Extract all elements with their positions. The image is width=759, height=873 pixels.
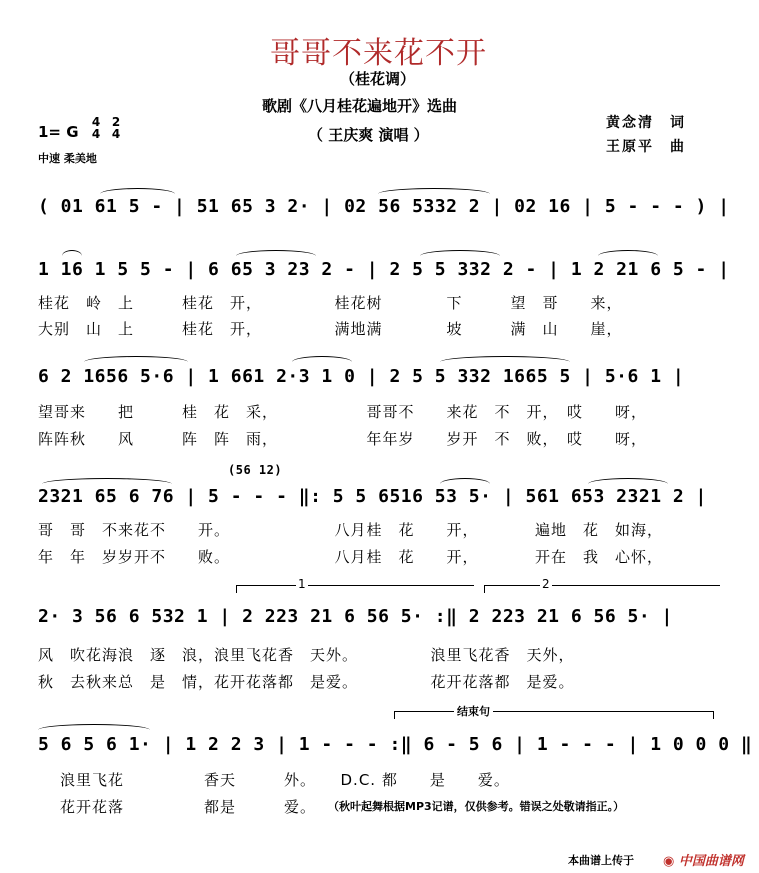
notation-row-4: 2321 65 6 76 | 5 - - - ‖: 5 5 6516 53 5· | 561 653 2321 2 | [38, 486, 707, 507]
slur [378, 188, 490, 194]
lyric-line: 风 吹花海浪 逐 浪，浪里飞花香 天外。 浪里飞花香 天外， [38, 646, 575, 664]
ending-2-label: 2 [542, 577, 550, 591]
meter-4-4: 4 4 [91, 115, 101, 141]
lyric-line: 望哥来 把 桂 花 采， 哥哥不 来花 不 开， 哎 呀， [38, 403, 648, 421]
notation-row-3: 6 2 1656 5·6 | 1 661 2·3 1 0 | 2 5 5 332 1665 5 | 5·6 1 | [38, 366, 685, 387]
slur [440, 356, 570, 362]
slur [440, 478, 490, 484]
slur [598, 250, 658, 256]
ending-tick [484, 585, 485, 593]
ending-1-label: 1 [298, 577, 306, 591]
song-title: 哥哥不来花不开 [270, 36, 487, 71]
notation-row-6: 5 6 5 6 1· | 1 2 2 3 | 1 - - - :‖ 6 - 5 6 | 1 - - - | 1 0 0 0 ‖ [38, 734, 753, 755]
ending-bracket-2 [484, 585, 720, 586]
site-logo[interactable] [663, 850, 744, 869]
notation-row-2: 1 16 1 5 5 - | 6 65 3 23 2 - | 2 5 5 332 2 - | 1 2 21 6 5 - | [38, 259, 730, 280]
slur [236, 250, 316, 256]
slur [84, 356, 188, 362]
slur [38, 724, 150, 730]
coda-label: 结束句 [454, 703, 493, 719]
ending-tick [394, 711, 395, 719]
lyric-line: 大别 山 上 桂花 开， 满地满 坡 满 山 崖， [38, 320, 623, 338]
footer-text: 本曲谱上传于 [568, 854, 634, 867]
key-signature: 1= G [38, 123, 79, 141]
notation-row-1: ( 01 61 5 - | 51 65 3 2· | 02 56 5332 2 | 02 16 | 5 - - - ) | [38, 196, 730, 217]
lyricist: 黄念清 词 [606, 115, 686, 131]
lyric-line: 浪里飞花 香天 外。 D.C. 都 是 爱。 [60, 771, 510, 789]
notation-row-5: 2· 3 56 6 532 1 | 2 223 21 6 56 5· :‖ 2 223 21 6 56 5· | [38, 606, 673, 627]
transcriber-note: （秋叶起舞根据MP3记谱，仅供参考。错误之处敬请指正。） [328, 800, 625, 813]
lyric-line: 阵阵秋 风 阵 阵 雨， 年年岁 岁开 不 败， 哎 呀， [38, 430, 648, 448]
slur [292, 356, 352, 362]
subtitle-tune: （桂花调） [340, 70, 416, 88]
subtitle-opera: 歌剧《八月桂花遍地开》选曲 [262, 97, 458, 115]
lyric-line: 秋 去秋来总 是 情，花开花落都 是爱。 花开花落都 是爱。 [38, 673, 575, 691]
grace-notes: (56 12) [228, 463, 283, 477]
subtitle-singer: （ 王庆爽 演唱 ） [308, 126, 429, 144]
ending-tick [236, 585, 237, 593]
slur [420, 250, 500, 256]
slur [62, 250, 82, 256]
logo-mark-icon: ◉ [663, 854, 675, 869]
slur [42, 478, 172, 484]
logo-text: 中国曲谱网 [678, 854, 744, 869]
ending-bracket-1 [236, 585, 474, 586]
lyric-line: 花开花落 都是 爱。 [60, 798, 317, 816]
coda-bracket [394, 711, 714, 712]
slur [588, 478, 668, 484]
lyric-line: 年 年 岁岁开不 败。 八月桂 花 开， 开在 我 心怀， [38, 548, 664, 566]
ending-tick [713, 711, 714, 719]
composer: 王原平 曲 [606, 139, 686, 155]
meter-2-4: 2 4 [111, 115, 121, 141]
tempo-marking: 中速 柔美地 [38, 152, 97, 165]
slur [100, 188, 175, 194]
lyric-line: 哥 哥 不来花不 开。 八月桂 花 开， 遍地 花 如海， [38, 521, 664, 539]
lyric-line: 桂花 岭 上 桂花 开， 桂花树 下 望 哥 来， [38, 294, 623, 312]
